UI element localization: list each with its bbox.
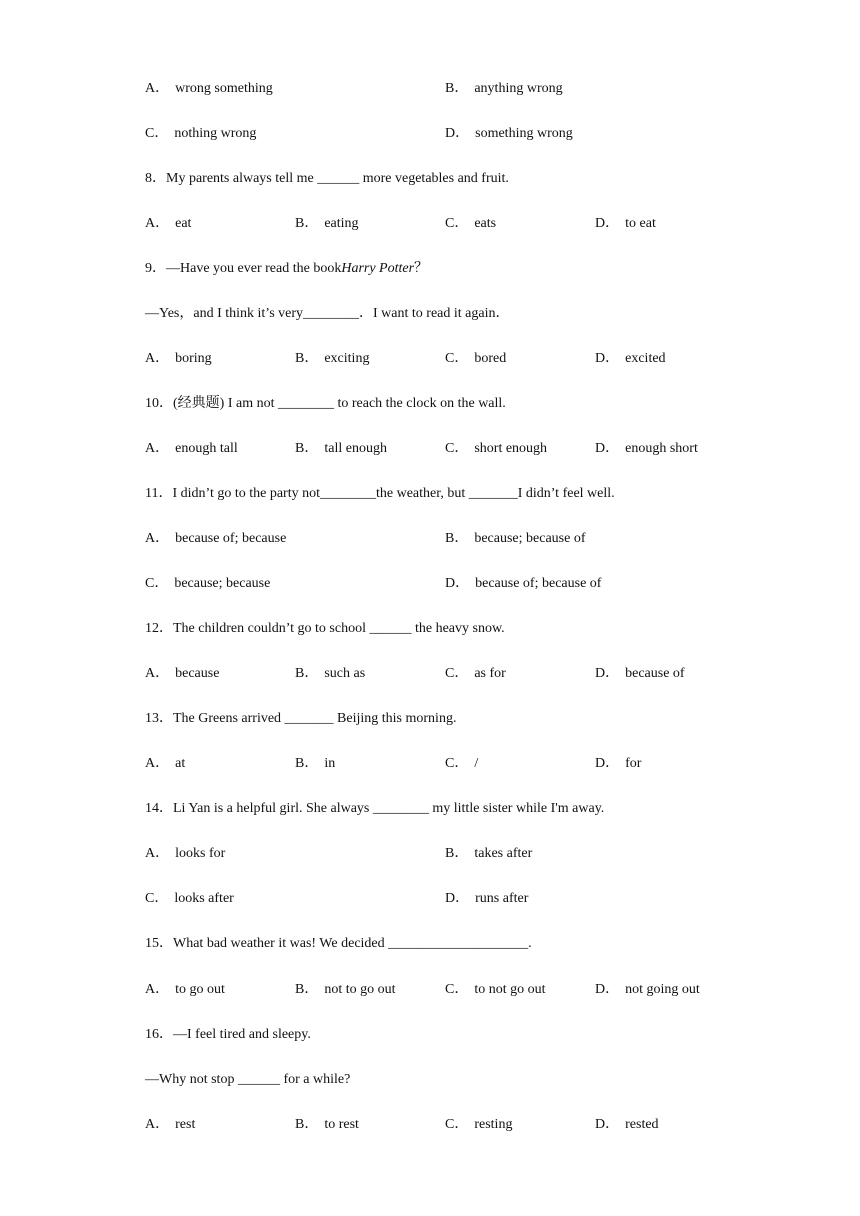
option-letter: D．: [445, 126, 470, 141]
option-text: rested: [625, 1117, 659, 1132]
option-13c: [445, 755, 478, 773]
option-text: because of; because: [175, 531, 287, 546]
option-letter: A．: [145, 216, 170, 231]
option-9a: [145, 350, 212, 368]
option-14b: [445, 845, 532, 863]
option-15c: [445, 981, 546, 999]
option-text: eating: [324, 216, 359, 231]
option-14a: [145, 845, 225, 863]
option-text: because; because: [174, 576, 271, 591]
option-text: looks after: [174, 891, 234, 906]
option-letter: C．: [445, 216, 469, 231]
option-text: as for: [474, 666, 506, 681]
option-text: wrong something: [175, 81, 273, 96]
option-text: at: [175, 756, 186, 771]
option-10c: [445, 440, 547, 458]
option-text: to go out: [175, 982, 225, 997]
option-text: eats: [474, 216, 497, 231]
option-text: takes after: [474, 846, 533, 861]
option-text: bored: [474, 351, 507, 366]
option-text: short enough: [474, 441, 548, 456]
option-letter: D．: [595, 666, 620, 681]
option-9b: [295, 350, 369, 368]
option-8a: [145, 215, 191, 233]
option-14c: [145, 890, 234, 908]
option-letter: C．: [445, 1117, 469, 1132]
question-16-reply: —Why not stop ______ for a while?: [145, 1072, 351, 1087]
option-letter: B．: [295, 351, 319, 366]
option-letter: B．: [445, 846, 469, 861]
option-text: anything wrong: [474, 81, 563, 96]
option-letter: D．: [595, 351, 620, 366]
option-letter: D．: [595, 1117, 620, 1132]
option-letter: B．: [295, 666, 319, 681]
option-text: enough short: [625, 441, 698, 456]
option-letter: C．: [145, 126, 169, 141]
option-text: for: [625, 756, 642, 771]
option-8b: [295, 215, 359, 233]
option-text: because: [175, 666, 220, 681]
option-9d: [595, 350, 666, 368]
option-7d: [445, 125, 573, 143]
option-text: in: [324, 756, 336, 771]
option-letter: C．: [445, 666, 469, 681]
option-text: to eat: [625, 216, 656, 231]
question-14-stem: 14．Li Yan is a helpful girl. She always ________ my little sister while I'm away.: [145, 801, 605, 816]
option-12c: [445, 665, 506, 683]
option-letter: A．: [145, 756, 170, 771]
option-text: excited: [625, 351, 666, 366]
option-text: because of; because of: [475, 576, 602, 591]
option-letter: A．: [145, 351, 170, 366]
option-11a: [145, 530, 286, 548]
option-text: tall enough: [324, 441, 387, 456]
option-12b: [295, 665, 365, 683]
option-letter: D．: [595, 441, 620, 456]
option-11c: [145, 575, 270, 593]
option-text: to rest: [324, 1117, 359, 1132]
option-letter: D．: [595, 756, 620, 771]
option-text: because of: [625, 666, 685, 681]
stem-text: 9．—Have you ever read the book: [145, 261, 342, 276]
option-letter: C．: [445, 441, 469, 456]
option-text: looks for: [175, 846, 226, 861]
option-letter: A．: [145, 531, 170, 546]
option-13a: [145, 755, 185, 773]
question-10-stem: 10．(经典题) I am not ________ to reach the clock on the wall.: [145, 396, 506, 411]
option-letter: C．: [145, 576, 169, 591]
option-letter: A．: [145, 666, 170, 681]
option-16d: [595, 1116, 659, 1134]
option-11d: [445, 575, 601, 593]
option-letter: B．: [295, 756, 319, 771]
option-letter: A．: [145, 846, 170, 861]
option-letter: A．: [145, 1117, 170, 1132]
option-text: boring: [175, 351, 212, 366]
option-letter: D．: [595, 216, 620, 231]
option-letter: B．: [295, 982, 319, 997]
option-letter: B．: [295, 216, 319, 231]
option-text: enough tall: [175, 441, 238, 456]
option-14d: [445, 890, 528, 908]
option-7c: [145, 125, 256, 143]
option-text: nothing wrong: [174, 126, 257, 141]
option-letter: C．: [445, 982, 469, 997]
option-10a: [145, 440, 238, 458]
option-7a: [145, 80, 273, 98]
option-letter: D．: [445, 576, 470, 591]
option-letter: B．: [295, 441, 319, 456]
option-letter: A．: [145, 982, 170, 997]
option-9c: [445, 350, 506, 368]
option-10d: [595, 440, 698, 458]
option-12d: [595, 665, 685, 683]
option-text: something wrong: [475, 126, 573, 141]
question-12-stem: 12．The children couldn’t go to school ______ the heavy snow.: [145, 621, 505, 636]
option-11b: [445, 530, 586, 548]
question-11-stem: 11．I didn’t go to the party not________the weather, but _______I didn’t feel well.: [145, 486, 615, 501]
option-15b: [295, 981, 396, 999]
option-text: resting: [474, 1117, 513, 1132]
option-text: rest: [175, 1117, 196, 1132]
option-16c: [445, 1116, 512, 1134]
question-13-stem: 13．The Greens arrived _______ Beijing this morning.: [145, 711, 457, 726]
question-9-stem: [145, 260, 428, 278]
option-letter: B．: [295, 1117, 319, 1132]
option-text: such as: [324, 666, 366, 681]
option-letter: B．: [445, 531, 469, 546]
option-text: because; because of: [474, 531, 586, 546]
option-7b: [445, 80, 563, 98]
option-text: not to go out: [324, 982, 396, 997]
option-8d: [595, 215, 656, 233]
option-letter: A．: [145, 81, 170, 96]
option-10b: [295, 440, 387, 458]
option-13b: [295, 755, 335, 773]
book-title: Harry Potter: [341, 261, 415, 276]
option-letter: D．: [595, 982, 620, 997]
question-16-stem: 16．—I feel tired and sleepy.: [145, 1027, 311, 1042]
option-text: exciting: [324, 351, 370, 366]
option-15a: [145, 981, 225, 999]
option-letter: A．: [145, 441, 170, 456]
question-9-reply: —Yes，and I think it’s very________．I want to read it again．: [145, 306, 510, 321]
question-8-stem: 8．My parents always tell me ______ more vegetables and fruit.: [145, 171, 509, 186]
option-16b: [295, 1116, 359, 1134]
option-text: /: [474, 756, 479, 771]
question-15-stem: 15．What bad weather it was! We decided ____________________.: [145, 936, 532, 951]
option-16a: [145, 1116, 195, 1134]
option-letter: C．: [445, 756, 469, 771]
option-text: runs after: [475, 891, 529, 906]
option-letter: B．: [445, 81, 469, 96]
option-text: eat: [175, 216, 192, 231]
option-text: to not go out: [474, 982, 546, 997]
option-text: not going out: [625, 982, 700, 997]
option-12a: [145, 665, 219, 683]
option-13d: [595, 755, 641, 773]
option-letter: D．: [445, 891, 470, 906]
option-8c: [445, 215, 496, 233]
option-15d: [595, 981, 700, 999]
option-letter: C．: [145, 891, 169, 906]
stem-punct: ？: [414, 261, 429, 276]
option-letter: C．: [445, 351, 469, 366]
